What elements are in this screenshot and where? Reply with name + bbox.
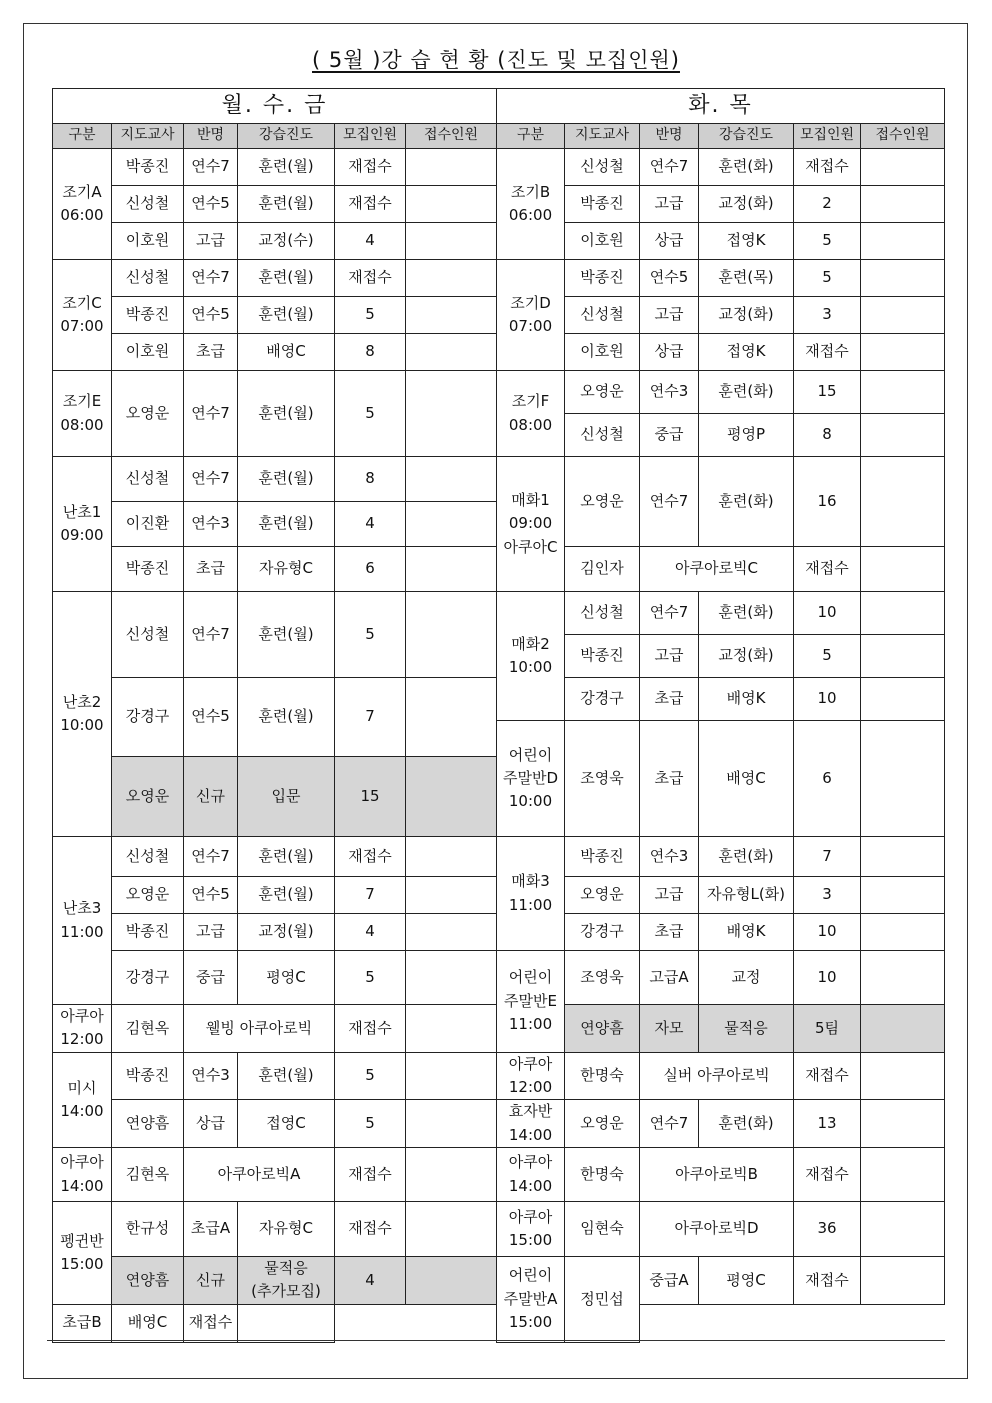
progress-cell: 배영C [699, 721, 794, 837]
received-cell [406, 457, 497, 502]
recruit-cell: 16 [794, 457, 861, 547]
teacher-cell: 이호원 [565, 223, 640, 260]
group-title-tt: 화. 목 [497, 89, 945, 124]
progress-cell: 훈련(월) [238, 837, 335, 877]
table-row [53, 837, 945, 877]
received-cell [406, 334, 497, 371]
class-cell: 중급 [640, 414, 699, 457]
class-progress-cell: 웰빙 아쿠아로빅 [184, 1005, 335, 1053]
col-header: 반명 [640, 124, 699, 149]
section-label: 난초3 11:00 [53, 837, 112, 1005]
received-cell [406, 914, 497, 951]
teacher-cell: 김인자 [565, 547, 640, 592]
progress-cell: 교정(월) [238, 914, 335, 951]
recruit-cell: 10 [794, 592, 861, 635]
received-cell [406, 371, 497, 457]
teacher-cell: 한규성 [112, 1202, 184, 1257]
recruit-cell: 7 [335, 877, 406, 914]
received-cell [861, 186, 945, 223]
received-cell [861, 1202, 945, 1257]
teacher-cell: 박종진 [112, 547, 184, 592]
table-row [53, 951, 945, 1005]
progress-cell: 교정(화) [699, 635, 794, 678]
recruit-cell: 5 [335, 297, 406, 334]
teacher-cell: 신성철 [112, 260, 184, 297]
recruit-cell: 재접수 [794, 1257, 861, 1305]
recruit-cell: 재접수 [335, 1202, 406, 1257]
class-progress-cell: 아쿠아로빅B [640, 1148, 794, 1202]
table-row [53, 371, 945, 414]
table-row [53, 592, 945, 635]
table-row [53, 149, 945, 186]
teacher-cell: 신성철 [565, 149, 640, 186]
teacher-cell: 강경구 [112, 951, 184, 1005]
progress-cell: 훈련(목) [699, 260, 794, 297]
progress-cell: 교정(화) [699, 297, 794, 334]
col-header: 강습진도 [699, 124, 794, 149]
progress-cell: 접영K [699, 334, 794, 371]
class-cell: 연수5 [184, 678, 238, 757]
class-cell: 상급 [640, 334, 699, 371]
received-cell [861, 678, 945, 721]
teacher-cell: 신성철 [565, 414, 640, 457]
received-cell [406, 757, 497, 837]
received-cell [861, 1005, 945, 1053]
recruit-cell: 7 [335, 678, 406, 757]
progress-cell: 배영K [699, 914, 794, 951]
group-title-mwf: 월. 수. 금 [53, 89, 497, 124]
progress-cell: 훈련(화) [699, 457, 794, 547]
section-label: 조기E 08:00 [53, 371, 112, 457]
teacher-cell: 박종진 [112, 1052, 184, 1100]
progress-cell: 훈련(월) [238, 678, 335, 757]
recruit-cell: 재접수 [794, 149, 861, 186]
class-cell: 연수7 [184, 260, 238, 297]
bottom-rule [47, 1340, 945, 1341]
col-header: 지도교사 [565, 124, 640, 149]
section-label: 조기C 07:00 [53, 260, 112, 371]
class-progress-cell: 실버 아쿠아로빅 [640, 1052, 794, 1100]
teacher-cell: 신성철 [112, 457, 184, 502]
col-header: 모집인원 [335, 124, 406, 149]
progress-cell: 배영C [112, 1304, 184, 1342]
received-cell [406, 502, 497, 547]
class-cell: 초급 [640, 678, 699, 721]
teacher-cell: 박종진 [565, 260, 640, 297]
received-cell [406, 223, 497, 260]
section-label: 아쿠아 15:00 [497, 1202, 565, 1257]
teacher-cell: 오영운 [112, 757, 184, 837]
received-cell [861, 1052, 945, 1100]
recruit-cell: 6 [794, 721, 861, 837]
teacher-cell: 강경구 [565, 914, 640, 951]
recruit-cell: 재접수 [335, 837, 406, 877]
class-cell: 고급 [184, 914, 238, 951]
progress-cell: 훈련(월) [238, 877, 335, 914]
recruit-cell: 4 [335, 502, 406, 547]
table-row [53, 1257, 945, 1305]
received-cell [406, 1202, 497, 1257]
progress-cell: 훈련(월) [238, 1052, 335, 1100]
progress-cell: 접영C [238, 1100, 335, 1148]
progress-cell: 훈련(화) [699, 371, 794, 414]
recruit-cell: 3 [794, 297, 861, 334]
teacher-cell: 한명숙 [565, 1148, 640, 1202]
recruit-cell: 재접수 [794, 547, 861, 592]
recruit-cell: 재접수 [794, 1148, 861, 1202]
recruit-cell: 5 [335, 1100, 406, 1148]
teacher-cell: 신성철 [565, 297, 640, 334]
class-cell: 고급 [640, 297, 699, 334]
col-header: 모집인원 [794, 124, 861, 149]
teacher-cell: 강경구 [112, 678, 184, 757]
progress-cell: 평영C [699, 1257, 794, 1305]
recruit-cell: 5 [794, 260, 861, 297]
recruit-cell: 8 [335, 457, 406, 502]
progress-cell: 훈련(화) [699, 149, 794, 186]
progress-cell: 평영C [238, 951, 335, 1005]
progress-cell: 물적응 [699, 1005, 794, 1053]
class-cell: 신규 [184, 1257, 238, 1305]
table-row [53, 1148, 945, 1202]
recruit-cell: 4 [335, 914, 406, 951]
class-cell: 연수7 [184, 149, 238, 186]
teacher-cell: 박종진 [112, 297, 184, 334]
teacher-cell: 임현숙 [565, 1202, 640, 1257]
recruit-cell: 5 [335, 1052, 406, 1100]
recruit-cell: 6 [335, 547, 406, 592]
progress-cell: 훈련(월) [238, 371, 335, 457]
schedule-table [52, 88, 945, 1343]
teacher-cell: 조영욱 [565, 951, 640, 1005]
recruit-cell: 재접수 [335, 149, 406, 186]
teacher-cell: 조영욱 [565, 721, 640, 837]
received-cell [406, 951, 497, 1005]
col-header: 접수인원 [406, 124, 497, 149]
recruit-cell: 5 [335, 592, 406, 678]
class-cell: 연수7 [184, 837, 238, 877]
class-cell: 연수7 [640, 592, 699, 635]
received-cell [861, 837, 945, 877]
progress-cell: 자유형C [238, 1202, 335, 1257]
class-cell: 연수5 [640, 260, 699, 297]
class-cell: 연수7 [184, 457, 238, 502]
class-cell: 초급B [53, 1304, 112, 1342]
recruit-cell: 10 [794, 951, 861, 1005]
teacher-cell: 신성철 [112, 837, 184, 877]
class-cell: 고급 [184, 223, 238, 260]
class-progress-cell: 아쿠아로빅A [184, 1148, 335, 1202]
section-label: 매화2 10:00 [497, 592, 565, 721]
section-label: 아쿠아 12:00 [497, 1052, 565, 1100]
received-cell [861, 457, 945, 547]
recruit-cell: 4 [335, 223, 406, 260]
received-cell [861, 1148, 945, 1202]
recruit-cell: 10 [794, 914, 861, 951]
progress-cell: 훈련(화) [699, 837, 794, 877]
teacher-cell: 이호원 [112, 334, 184, 371]
received-cell [406, 837, 497, 877]
teacher-cell: 오영운 [565, 371, 640, 414]
col-header: 구분 [53, 124, 112, 149]
recruit-cell: 5팀 [794, 1005, 861, 1053]
teacher-cell: 박종진 [565, 837, 640, 877]
col-header: 반명 [184, 124, 238, 149]
progress-cell: 훈련(화) [699, 1100, 794, 1148]
received-cell [861, 951, 945, 1005]
section-label: 난초1 09:00 [53, 457, 112, 592]
received-cell [861, 914, 945, 951]
class-cell: 초급 [184, 334, 238, 371]
class-cell: 연수3 [640, 371, 699, 414]
recruit-cell: 4 [335, 1257, 406, 1305]
received-cell [861, 635, 945, 678]
received-cell [406, 260, 497, 297]
section-label: 조기D 07:00 [497, 260, 565, 371]
recruit-cell: 8 [335, 334, 406, 371]
section-label: 매화3 11:00 [497, 837, 565, 951]
schedule-body [53, 149, 945, 1343]
teacher-cell: 이호원 [112, 223, 184, 260]
recruit-cell: 재접수 [184, 1304, 238, 1342]
class-cell: 고급 [640, 877, 699, 914]
teacher-cell: 연양흠 [565, 1005, 640, 1053]
teacher-cell: 신성철 [112, 592, 184, 678]
recruit-cell: 재접수 [335, 186, 406, 223]
teacher-cell: 한명숙 [565, 1052, 640, 1100]
progress-cell: 훈련(월) [238, 592, 335, 678]
section-label: 난초2 10:00 [53, 592, 112, 837]
table-row [53, 1052, 945, 1100]
class-cell: 연수3 [184, 502, 238, 547]
class-cell: 연수7 [640, 457, 699, 547]
recruit-cell: 재접수 [794, 334, 861, 371]
received-cell [861, 371, 945, 414]
teacher-cell: 정민섭 [565, 1257, 640, 1343]
recruit-cell: 5 [335, 951, 406, 1005]
class-cell: 중급 [184, 951, 238, 1005]
teacher-cell: 연양흠 [112, 1100, 184, 1148]
received-cell [861, 149, 945, 186]
class-cell: 연수5 [184, 297, 238, 334]
progress-cell: 훈련(월) [238, 186, 335, 223]
received-cell [861, 297, 945, 334]
progress-cell: 입문 [238, 757, 335, 837]
progress-cell: 교정(수) [238, 223, 335, 260]
recruit-cell: 재접수 [335, 1005, 406, 1053]
class-cell: 초급A [184, 1202, 238, 1257]
class-cell: 초급 [640, 914, 699, 951]
progress-cell: 훈련(월) [238, 502, 335, 547]
section-label: 조기A 06:00 [53, 149, 112, 260]
received-cell [406, 547, 497, 592]
col-header: 구분 [497, 124, 565, 149]
received-cell [861, 592, 945, 635]
received-cell [406, 592, 497, 678]
class-cell: 고급 [640, 186, 699, 223]
received-cell [861, 721, 945, 837]
table-row [53, 260, 945, 297]
progress-cell: 훈련(월) [238, 457, 335, 502]
section-label: 어린이 주말반D 10:00 [497, 721, 565, 837]
recruit-cell: 3 [794, 877, 861, 914]
received-cell [861, 1100, 945, 1148]
section-label: 미시 14:00 [53, 1052, 112, 1148]
teacher-cell: 오영운 [565, 877, 640, 914]
class-cell: 중급A [640, 1257, 699, 1305]
recruit-cell: 13 [794, 1100, 861, 1148]
class-cell: 연수7 [640, 149, 699, 186]
received-cell [406, 678, 497, 757]
teacher-cell: 강경구 [565, 678, 640, 721]
received-cell [861, 223, 945, 260]
recruit-cell: 5 [335, 371, 406, 457]
col-header: 접수인원 [861, 124, 945, 149]
teacher-cell: 오영운 [565, 457, 640, 547]
progress-cell: 교정(화) [699, 186, 794, 223]
recruit-cell: 5 [794, 223, 861, 260]
received-cell [861, 547, 945, 592]
received-cell [406, 186, 497, 223]
class-cell: 연수7 [184, 592, 238, 678]
recruit-cell: 36 [794, 1202, 861, 1257]
received-cell [861, 260, 945, 297]
class-cell: 고급 [640, 635, 699, 678]
recruit-cell: 2 [794, 186, 861, 223]
section-label: 아쿠아 12:00 [53, 1005, 112, 1053]
received-cell [861, 334, 945, 371]
class-cell: 상급 [184, 1100, 238, 1148]
recruit-cell: 15 [794, 371, 861, 414]
teacher-cell: 연양흠 [112, 1257, 184, 1305]
progress-cell: 물적응 (추가모집) [238, 1257, 335, 1305]
teacher-cell: 오영운 [112, 371, 184, 457]
teacher-cell: 박종진 [565, 186, 640, 223]
progress-cell: 훈련(화) [699, 592, 794, 635]
progress-cell: 평영P [699, 414, 794, 457]
section-label: 어린이 주말반E 11:00 [497, 951, 565, 1053]
section-label: 효자반 14:00 [497, 1100, 565, 1148]
class-cell: 연수7 [184, 371, 238, 457]
teacher-cell: 박종진 [565, 635, 640, 678]
received-cell [406, 1052, 497, 1100]
progress-cell: 접영K [699, 223, 794, 260]
class-progress-cell: 아쿠아로빅D [640, 1202, 794, 1257]
received-cell [406, 1005, 497, 1053]
class-cell: 상급 [640, 223, 699, 260]
progress-cell: 자유형L(화) [699, 877, 794, 914]
teacher-cell: 김현옥 [112, 1148, 184, 1202]
col-header: 강습진도 [238, 124, 335, 149]
received-cell [861, 877, 945, 914]
class-progress-cell: 아쿠아로빅C [640, 547, 794, 592]
received-cell [238, 1304, 335, 1342]
section-label: 조기F 08:00 [497, 371, 565, 457]
recruit-cell: 재접수 [335, 1148, 406, 1202]
recruit-cell: 8 [794, 414, 861, 457]
recruit-cell: 재접수 [794, 1052, 861, 1100]
section-label: 매화1 09:00 아쿠아C [497, 457, 565, 592]
recruit-cell: 15 [335, 757, 406, 837]
received-cell [861, 414, 945, 457]
teacher-cell: 박종진 [112, 149, 184, 186]
progress-cell: 훈련(월) [238, 297, 335, 334]
progress-cell: 훈련(월) [238, 149, 335, 186]
teacher-cell: 박종진 [112, 914, 184, 951]
received-cell [406, 1148, 497, 1202]
class-cell: 고급A [640, 951, 699, 1005]
teacher-cell: 오영운 [565, 1100, 640, 1148]
section-label: 조기B 06:00 [497, 149, 565, 260]
received-cell [406, 877, 497, 914]
class-cell: 연수7 [640, 1100, 699, 1148]
recruit-cell: 재접수 [335, 260, 406, 297]
page-title: ( 5월 )강 습 현 황 (진도 및 모집인원) [312, 48, 680, 72]
progress-cell: 배영C [238, 334, 335, 371]
recruit-cell: 7 [794, 837, 861, 877]
section-label: 아쿠아 14:00 [497, 1148, 565, 1202]
recruit-cell: 5 [794, 635, 861, 678]
recruit-cell: 10 [794, 678, 861, 721]
received-cell [406, 297, 497, 334]
class-cell: 연수5 [184, 186, 238, 223]
class-cell: 자모 [640, 1005, 699, 1053]
class-cell: 연수5 [184, 877, 238, 914]
table-row [53, 457, 945, 502]
col-header: 지도교사 [112, 124, 184, 149]
teacher-cell: 김현옥 [112, 1005, 184, 1053]
teacher-cell: 이호원 [565, 334, 640, 371]
progress-cell: 자유형C [238, 547, 335, 592]
class-cell: 연수3 [184, 1052, 238, 1100]
table-row [53, 1100, 945, 1148]
section-label: 펭귄반 15:00 [53, 1202, 112, 1305]
teacher-cell: 신성철 [565, 592, 640, 635]
class-cell: 초급 [640, 721, 699, 837]
class-cell: 연수3 [640, 837, 699, 877]
teacher-cell: 오영운 [112, 877, 184, 914]
table-row [53, 1202, 945, 1257]
teacher-cell: 이진환 [112, 502, 184, 547]
received-cell [406, 1257, 497, 1305]
class-cell: 초급 [184, 547, 238, 592]
class-cell: 신규 [184, 757, 238, 837]
progress-cell: 교정 [699, 951, 794, 1005]
teacher-cell: 신성철 [112, 186, 184, 223]
progress-cell: 훈련(월) [238, 260, 335, 297]
progress-cell: 배영K [699, 678, 794, 721]
section-label: 아쿠아 14:00 [53, 1148, 112, 1202]
received-cell [406, 1100, 497, 1148]
section-label: 어린이 주말반A 15:00 [497, 1257, 565, 1343]
received-cell [861, 1257, 945, 1305]
received-cell [406, 149, 497, 186]
